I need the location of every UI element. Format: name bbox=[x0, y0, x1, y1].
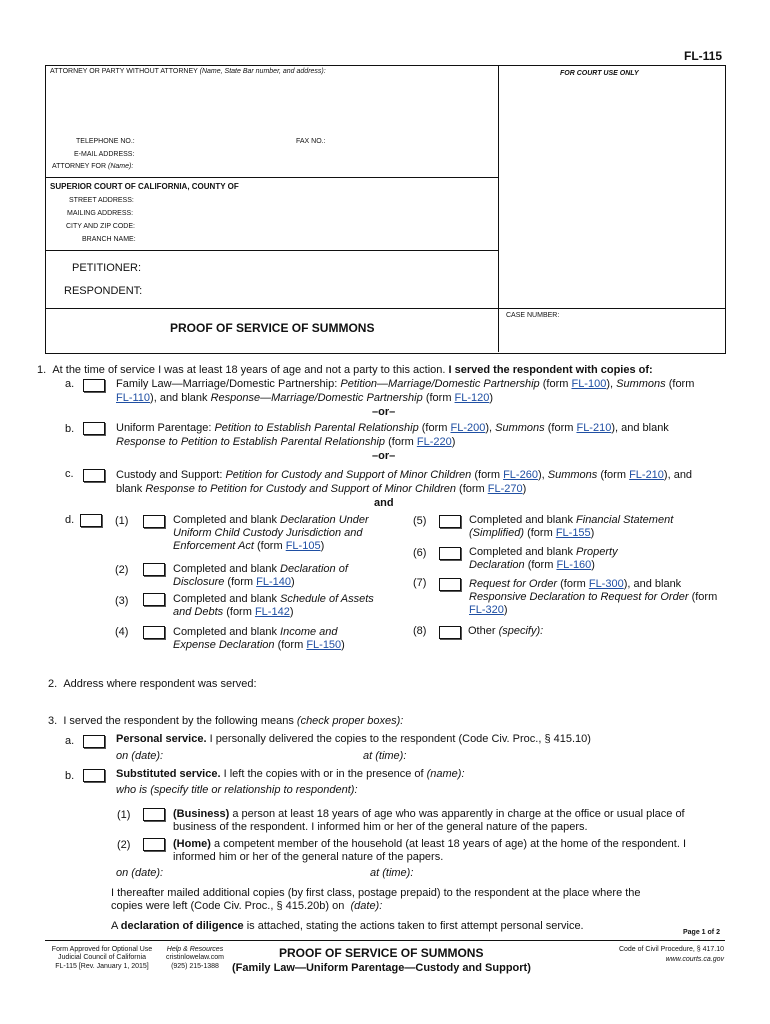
page-title: PROOF OF SERVICE OF SUMMONS bbox=[170, 321, 375, 335]
item1-d6-num: (6) bbox=[413, 547, 427, 559]
item1-a-checkbox[interactable] bbox=[83, 379, 105, 392]
who-is-label: who is (specify title or relationship to respondent): bbox=[116, 784, 358, 796]
page-number: Page 1 of 2 bbox=[683, 929, 720, 936]
item1-d2-text: Completed and blank Declaration of Disclosure (form FL-140) bbox=[173, 563, 348, 589]
or-separator-2: –or– bbox=[372, 450, 396, 462]
substituted-time-label: at (time): bbox=[370, 867, 414, 879]
item1-d3-checkbox[interactable] bbox=[143, 593, 165, 606]
street-label: STREET ADDRESS: bbox=[69, 197, 134, 204]
business-text: (Business) a person at least 18 years of age who was apparently in charge at the office or usual place of business of the respondent. I informed him or her of the general nature of the papers. bbox=[173, 808, 685, 834]
substituted-service-text: Substituted service. I left the copies with or in the presence of (name): bbox=[116, 768, 465, 780]
footer-title: PROOF OF SERVICE OF SUMMONS bbox=[279, 946, 484, 960]
item1-d4-checkbox[interactable] bbox=[143, 626, 165, 639]
footer-subtitle: (Family Law—Uniform Parentage—Custody and Support) bbox=[232, 962, 531, 974]
attorney-label: ATTORNEY OR PARTY WITHOUT ATTORNEY (Name, State Bar number, and address): bbox=[50, 68, 326, 75]
item1-d1-num: (1) bbox=[115, 515, 129, 527]
item1-c-line1: Custody and Support: Petition for Custody and Support of Minor Children (form FL-260), Summons (form FL-210), and bbox=[116, 469, 693, 481]
link-fl-140[interactable]: FL-140 bbox=[256, 576, 292, 589]
substituted-service-checkbox[interactable] bbox=[83, 769, 105, 782]
item1-b-line1: Uniform Parentage: Petition to Establish Parental Relationship (form FL-200), Summons (form FL-210), and blank bbox=[116, 422, 669, 434]
home-num: (2) bbox=[117, 839, 131, 851]
mailed-copies-text: I thereafter mailed additional copies (by first class, postage prepaid) to the respondent at the place where the copies were left (Code Civ. Proc., § 415.20b) on (date): bbox=[111, 887, 641, 913]
personal-service-text: Personal service. I personally delivered the copies to the respondent (Code Civ. Proc., § 415.10) bbox=[116, 733, 591, 745]
form-number: FL-115 bbox=[684, 49, 723, 63]
city-label: CITY AND ZIP CODE: bbox=[66, 223, 135, 230]
item1-c-checkbox[interactable] bbox=[83, 469, 105, 482]
personal-time-label: at (time): bbox=[363, 750, 407, 762]
item1-d-checkbox[interactable] bbox=[80, 514, 102, 527]
item1-d2-checkbox[interactable] bbox=[143, 563, 165, 576]
item1-d1-text: Completed and blank Declaration Under Uniform Child Custody Jurisdiction and Enforcement Act (form FL-105) bbox=[173, 514, 369, 553]
substituted-date-label: on (date): bbox=[116, 867, 164, 879]
item1-d6-text: Completed and blank Property Declaration (form FL-160) bbox=[469, 546, 618, 572]
link-fl-200[interactable]: FL-200 bbox=[450, 422, 486, 434]
item1-b-line2: Response to Petition to Establish Parental Relationship (form FL-220) bbox=[116, 436, 456, 448]
item1-d6-checkbox[interactable] bbox=[439, 547, 461, 560]
business-checkbox[interactable] bbox=[143, 808, 165, 821]
item1-d4-num: (4) bbox=[115, 626, 129, 638]
link-fl-270[interactable]: FL-270 bbox=[487, 483, 523, 495]
item1-d3-num: (3) bbox=[115, 595, 129, 607]
item1-b-letter: b. bbox=[65, 423, 75, 435]
item1-a-line1: Family Law—Marriage/Domestic Partnership: Petition—Marriage/Domestic Partnership (form FL-100), Summons (form bbox=[116, 378, 695, 390]
footer-rule bbox=[45, 940, 725, 941]
item3-b-letter: b. bbox=[65, 770, 75, 782]
code-reference: Code of Civil Procedure, § 417.10 bbox=[618, 946, 724, 953]
caption-box bbox=[45, 65, 726, 354]
link-fl-142[interactable]: FL-142 bbox=[254, 606, 290, 619]
item1-d1-checkbox[interactable] bbox=[143, 515, 165, 528]
item1-d8-text: Other (specify): bbox=[468, 625, 544, 637]
fax-label: FAX NO.: bbox=[296, 138, 326, 145]
telephone-label: TELEPHONE NO.: bbox=[76, 138, 135, 145]
business-num: (1) bbox=[117, 809, 131, 821]
link-fl-320[interactable]: FL-320 bbox=[469, 604, 504, 617]
home-text: (Home) a competent member of the household (at least 18 years of age) at the home of the respondent. I informed him or her of the general nature of the papers. bbox=[173, 838, 687, 864]
link-fl-220[interactable]: FL-220 bbox=[416, 436, 452, 448]
home-checkbox[interactable] bbox=[143, 838, 165, 851]
branch-label: BRANCH NAME: bbox=[82, 236, 136, 243]
approved-block: Form Approved for Optional Use Judicial Council of California FL-115 [Rev. January 1, 2015] bbox=[51, 946, 153, 970]
item1-c-letter: c. bbox=[65, 468, 74, 480]
link-fl-105[interactable]: FL-105 bbox=[285, 540, 321, 553]
link-fl-260[interactable]: FL-260 bbox=[503, 469, 538, 481]
item1-d8-num: (8) bbox=[413, 625, 427, 637]
court-title: SUPERIOR COURT OF CALIFORNIA, COUNTY OF bbox=[50, 182, 239, 191]
item1-d2-num: (2) bbox=[115, 564, 129, 576]
help-site[interactable]: cristinlowelaw.com bbox=[166, 954, 224, 962]
link-fl-110[interactable]: FL-110 bbox=[116, 392, 151, 404]
item1-d5-checkbox[interactable] bbox=[439, 515, 461, 528]
item3-a-letter: a. bbox=[65, 735, 75, 747]
attorney-for-label: ATTORNEY FOR (Name): bbox=[52, 163, 134, 170]
item1-d7-num: (7) bbox=[413, 577, 427, 589]
diligence-text: A declaration of diligence is attached, stating the actions taken to first attempt personal service. bbox=[111, 920, 584, 932]
respondent-label: RESPONDENT: bbox=[64, 285, 143, 297]
item1-d5-text: Completed and blank Financial Statement (Simplified) (form FL-155) bbox=[469, 514, 674, 540]
petitioner-label: PETITIONER: bbox=[72, 262, 142, 274]
item1-d7-text: Request for Order (form FL-300), and blank Responsive Declaration to Request for Order (form FL-320) bbox=[469, 578, 718, 617]
item1-c-line2: blank Response to Petition for Custody and Support of Minor Children (form FL-270) bbox=[116, 483, 527, 495]
help-block: Help & Resources cristinlowelaw.com (925) 215-1388 bbox=[166, 946, 224, 970]
courts-website[interactable]: www.courts.ca.gov bbox=[665, 956, 724, 963]
link-fl-210[interactable]: FL-210 bbox=[576, 422, 612, 434]
item1-d7-checkbox[interactable] bbox=[439, 578, 461, 591]
link-fl-210-c[interactable]: FL-210 bbox=[629, 469, 664, 481]
item3-intro: 3. I served the respondent by the following means (check proper boxes): bbox=[48, 715, 404, 727]
link-fl-120[interactable]: FL-120 bbox=[454, 392, 490, 404]
item1-d5-num: (5) bbox=[413, 515, 427, 527]
item1-a-letter: a. bbox=[65, 378, 75, 390]
link-fl-160[interactable]: FL-160 bbox=[556, 559, 592, 572]
and-separator: and bbox=[374, 497, 394, 509]
item1-b-checkbox[interactable] bbox=[83, 422, 105, 435]
item1-d3-text: Completed and blank Schedule of Assets and Debts (form FL-142) bbox=[173, 593, 374, 619]
link-fl-300[interactable]: FL-300 bbox=[588, 578, 624, 590]
email-label: E-MAIL ADDRESS: bbox=[74, 151, 135, 158]
personal-date-label: on (date): bbox=[116, 750, 164, 762]
item1-d8-checkbox[interactable] bbox=[439, 626, 461, 639]
item2-address: 2. Address where respondent was served: bbox=[48, 678, 257, 690]
case-number-label: CASE NUMBER: bbox=[506, 312, 560, 319]
court-use-label: FOR COURT USE ONLY bbox=[560, 70, 639, 77]
mailing-label: MAILING ADDRESS: bbox=[67, 210, 134, 217]
personal-service-checkbox[interactable] bbox=[83, 735, 105, 748]
item1-d-letter: d. bbox=[65, 514, 75, 526]
link-fl-150[interactable]: FL-150 bbox=[306, 639, 342, 652]
item1-a-line2: FL-110), and blank Response—Marriage/Domestic Partnership (form FL-120) bbox=[116, 392, 494, 404]
or-separator-1: –or– bbox=[372, 406, 396, 418]
link-fl-155[interactable]: FL-155 bbox=[555, 527, 591, 540]
item1-intro: 1. At the time of service I was at least 18 years of age and not a party to this action. I served the respondent with copies of: bbox=[37, 364, 653, 376]
link-fl-100[interactable]: FL-100 bbox=[571, 378, 607, 390]
item1-d4-text: Completed and blank Income and Expense Declaration (form FL-150) bbox=[173, 626, 345, 652]
